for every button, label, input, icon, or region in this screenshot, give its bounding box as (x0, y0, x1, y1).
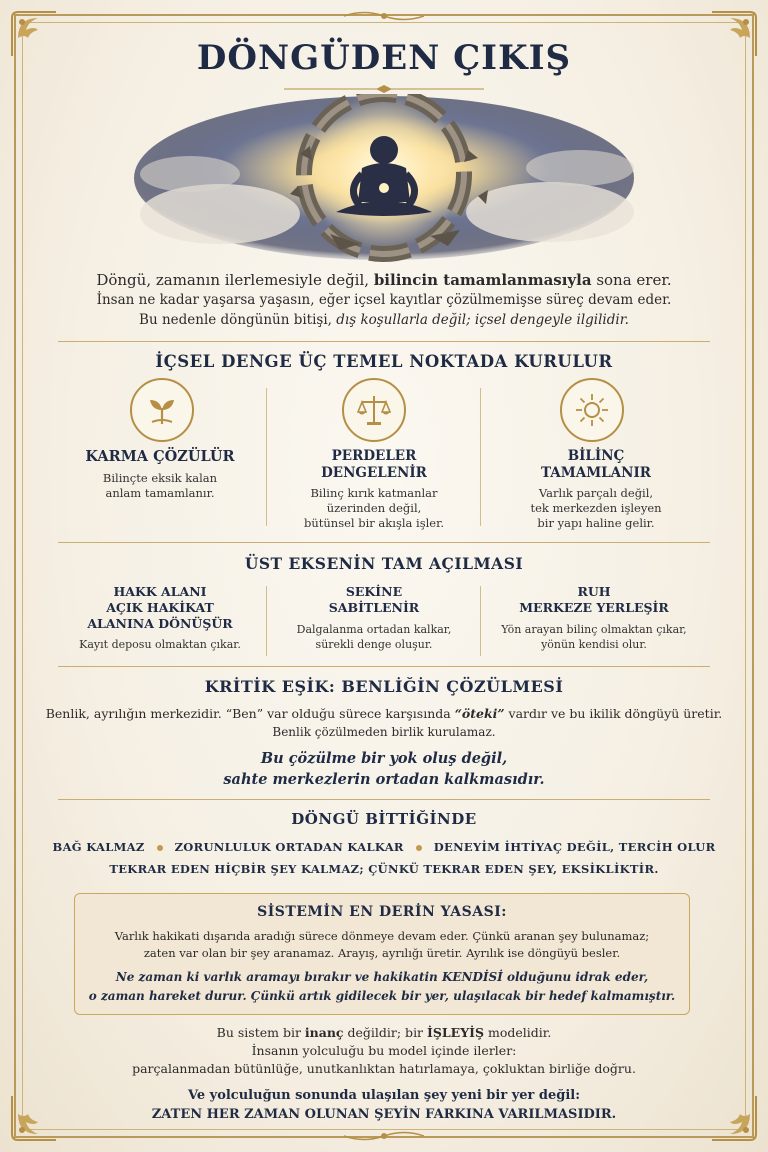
divider (58, 799, 710, 800)
closing-statement: Ve yolculuğun sonunda ulaşılan şey yeni bir yer değil: ZATEN HER ZAMAN OLUNAN ŞEYİN FARKINA VARILMASIDIR. (151, 1088, 617, 1122)
section-heading-upper-axis: ÜST EKSENİN TAM AÇILMASI (244, 554, 524, 573)
top-ornament-icon (344, 9, 424, 23)
meditation-portal-illustration (130, 94, 638, 262)
section-heading-when-cycle-ends: DÖNGÜ BİTTİĞİNDE (291, 810, 477, 828)
column-divider (266, 586, 267, 656)
pillar-consciousness: BİLİNÇ TAMAMLANIR Varlık parçalı değil, tek merkezden işleyen bir yapı haline gelir. (530, 448, 662, 530)
deepest-law-box (74, 893, 690, 1015)
column-divider (480, 388, 481, 526)
closing-paragraph: Bu sistem bir inanç değildir; bir İŞLEYİŞ modelidir. İnsanın yolculuğu bu model içinde ilerler: parçalanmadan bütünlüğe, unutkanlıktan hatırlamaya, çokluktan birliğe doğru. (132, 1025, 636, 1076)
axis-item-hakk: HAKK ALANI AÇIK HAKİKAT ALANINA DÖNÜŞÜR Kayıt deposu olmaktan çıkar. (79, 584, 241, 651)
bullet-icon (157, 845, 163, 851)
divider (58, 666, 710, 667)
bullet-icon (416, 845, 422, 851)
box-emphasis: Ne zaman ki varlık aramayı bırakır ve hakikatin KENDİSİ olduğunu idrak eder, o zaman hareket durur. Çünkü artık gidilecek bir yer, ulaşılacak bir hedef kalmamıştır. (88, 970, 676, 1003)
list-item: DENEYİM İHTİYAÇ DEĞİL, TERCİH OLUR (433, 840, 716, 854)
list-item: BAĞ KALMAZ (52, 840, 145, 854)
intro-paragraph: Döngü, zamanın ilerlemesiyle değil, bilincin tamamlanmasıyla sona erer. İnsan ne kadar yaşarsa yaşasın, eğer içsel kayıtlar çözülmemişse süreç devam eder. Bu nedenle döngünün bitişi, dış koşullarla değil; içsel dengeyle ilgilidir. (96, 271, 672, 328)
scales-icon (342, 378, 406, 442)
list-item: ZORUNLULUK ORTADAN KALKAR (174, 840, 404, 854)
axis-item-sekine: SEKİNE SABİTLENİR Dalgalanma ortadan kalkar, sürekli denge oluşur. (296, 584, 452, 651)
threshold-paragraph: Benlik, ayrılığın merkezidir. “Ben” var olduğu sürece karşısında “öteki” vardır ve bu ikilik döngüyü üretir. Benlik çözülmeden birlik kurulamaz. (45, 706, 723, 739)
sprout-icon (130, 378, 194, 442)
page-title: DÖNGÜDEN ÇIKIŞ (196, 38, 572, 78)
cycle-end-list (40, 840, 728, 854)
cycle-end-statement: TEKRAR EDEN HİÇBİR ŞEY KALMAZ; ÇÜNKÜ TEKRAR EDEN ŞEY, EKSİKLİKTİR. (109, 862, 659, 876)
sun-icon (560, 378, 624, 442)
column-divider (480, 586, 481, 656)
pillar-veils: PERDELER DENGELENİR Bilinç kırık katmanlar üzerinden değil, bütünsel bir akışla işler. (304, 448, 444, 530)
divider (58, 341, 710, 342)
title-divider-icon (284, 84, 484, 94)
bottom-ornament-icon (344, 1129, 424, 1143)
axis-item-ruh: RUH MERKEZE YERLEŞİR Yön arayan bilinç olmaktan çıkar, yönün kendisi olur. (501, 584, 687, 651)
divider (58, 542, 710, 543)
pillar-karma: KARMA ÇÖZÜLÜR Bilinçte eksik kalan anlam tamamlanır. (85, 448, 235, 500)
section-heading-critical-threshold: KRİTİK EŞİK: BENLİĞİN ÇÖZÜLMESİ (204, 677, 564, 696)
box-heading: SİSTEMİN EN DERİN YASASI: (257, 904, 507, 920)
column-divider (266, 388, 267, 526)
threshold-emphasis: Bu çözülme bir yok oluş değil, sahte merkezlerin ortadan kalkmasıdır. (223, 750, 545, 788)
section-heading-inner-balance: İÇSEL DENGE ÜÇ TEMEL NOKTADA KURULUR (155, 352, 613, 371)
box-text: Varlık hakikati dışarıda aradığı sürece dönmeye devam eder. Çünkü aranan şey bulunamaz; zaten var olan bir şey aranamaz. Arayış, ayrılığı üretir. Ayrılık ise döngüyü besler. (114, 929, 650, 960)
